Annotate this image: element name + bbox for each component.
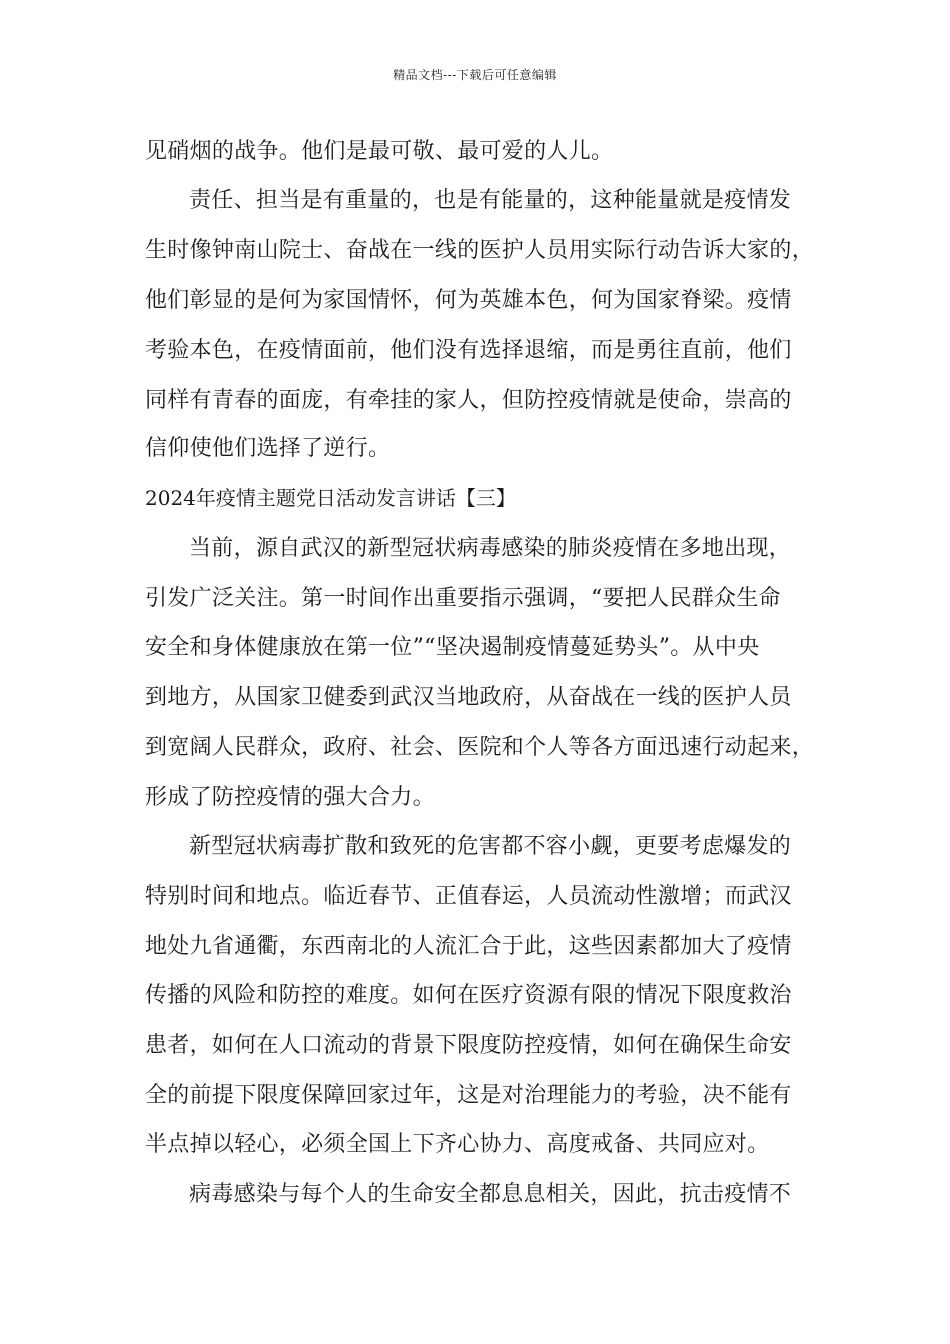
text-line: 形成了防控疫情的强大合力。 <box>145 785 435 810</box>
text-line: 到地方，从国家卫健委到武汉当地政府，从奋战在一线的医护人员 <box>145 685 792 710</box>
text-line: 全的前提下限度保障回家过年，这是对治理能力的考验，决不能有 <box>145 1083 792 1108</box>
text-line: 传播的风险和防控的难度。如何在医疗资源有限的情况下限度救治 <box>145 983 792 1008</box>
text-line: 信仰使他们选择了逆行。 <box>145 436 391 461</box>
text-line: 病毒感染与每个人的生命安全都息息相关，因此，抗击疫情不 <box>189 1182 792 1207</box>
text-line: 患者，如何在人口流动的背景下限度防控疫情，如何在确保生命安 <box>145 1033 792 1058</box>
text-line: 他们彰显的是何为家国情怀，何为英雄本色，何为国家脊梁。疫情 <box>145 288 792 313</box>
text-line: 当前，源自武汉的新型冠状病毒感染的肺炎疫情在多地出现， <box>189 536 792 561</box>
text-line: 生时像钟南山院士、奋战在一线的医护人员用实际行动告诉大家的， <box>145 238 815 263</box>
text-line: 考验本色，在疫情面前，他们没有选择退缩，而是勇往直前，他们 <box>145 338 792 363</box>
text-line: 地处九省通衢，东西南北的人流汇合于此，这些因素都加大了疫情 <box>145 934 792 959</box>
text-line: 引发广泛关注。第一时间作出重要指示强调，“要把人民群众生命 <box>145 586 781 611</box>
text-line: 见硝烟的战争。他们是最可敬、最可爱的人儿。 <box>145 139 614 164</box>
text-line: 新型冠状病毒扩散和致死的危害都不容小觑，更要考虑爆发的 <box>189 834 792 859</box>
text-line: 安全和身体健康放在第一位”“坚决遏制疫情蔓延势头”。从中央 <box>145 635 760 660</box>
text-line: 责任、担当是有重量的，也是有能量的，这种能量就是疫情发 <box>189 188 792 213</box>
text-line: 特别时间和地点。临近春节、正值春运，人员流动性激增；而武汉 <box>145 884 792 909</box>
section-title: 2024年疫情主题党日活动发言讲话【三】 <box>145 486 516 510</box>
text-line: 到宽阔人民群众，政府、社会、医院和个人等各方面迅速行动起来， <box>145 735 815 760</box>
text-line: 半点掉以轻心，必须全国上下齐心协力、高度戒备、共同应对。 <box>145 1132 770 1157</box>
page-header: 精品文档---下载后可任意编辑 <box>393 68 557 82</box>
text-line: 同样有青春的面庞，有牵挂的家人，但防控疫情就是使命，崇高的 <box>145 388 792 413</box>
